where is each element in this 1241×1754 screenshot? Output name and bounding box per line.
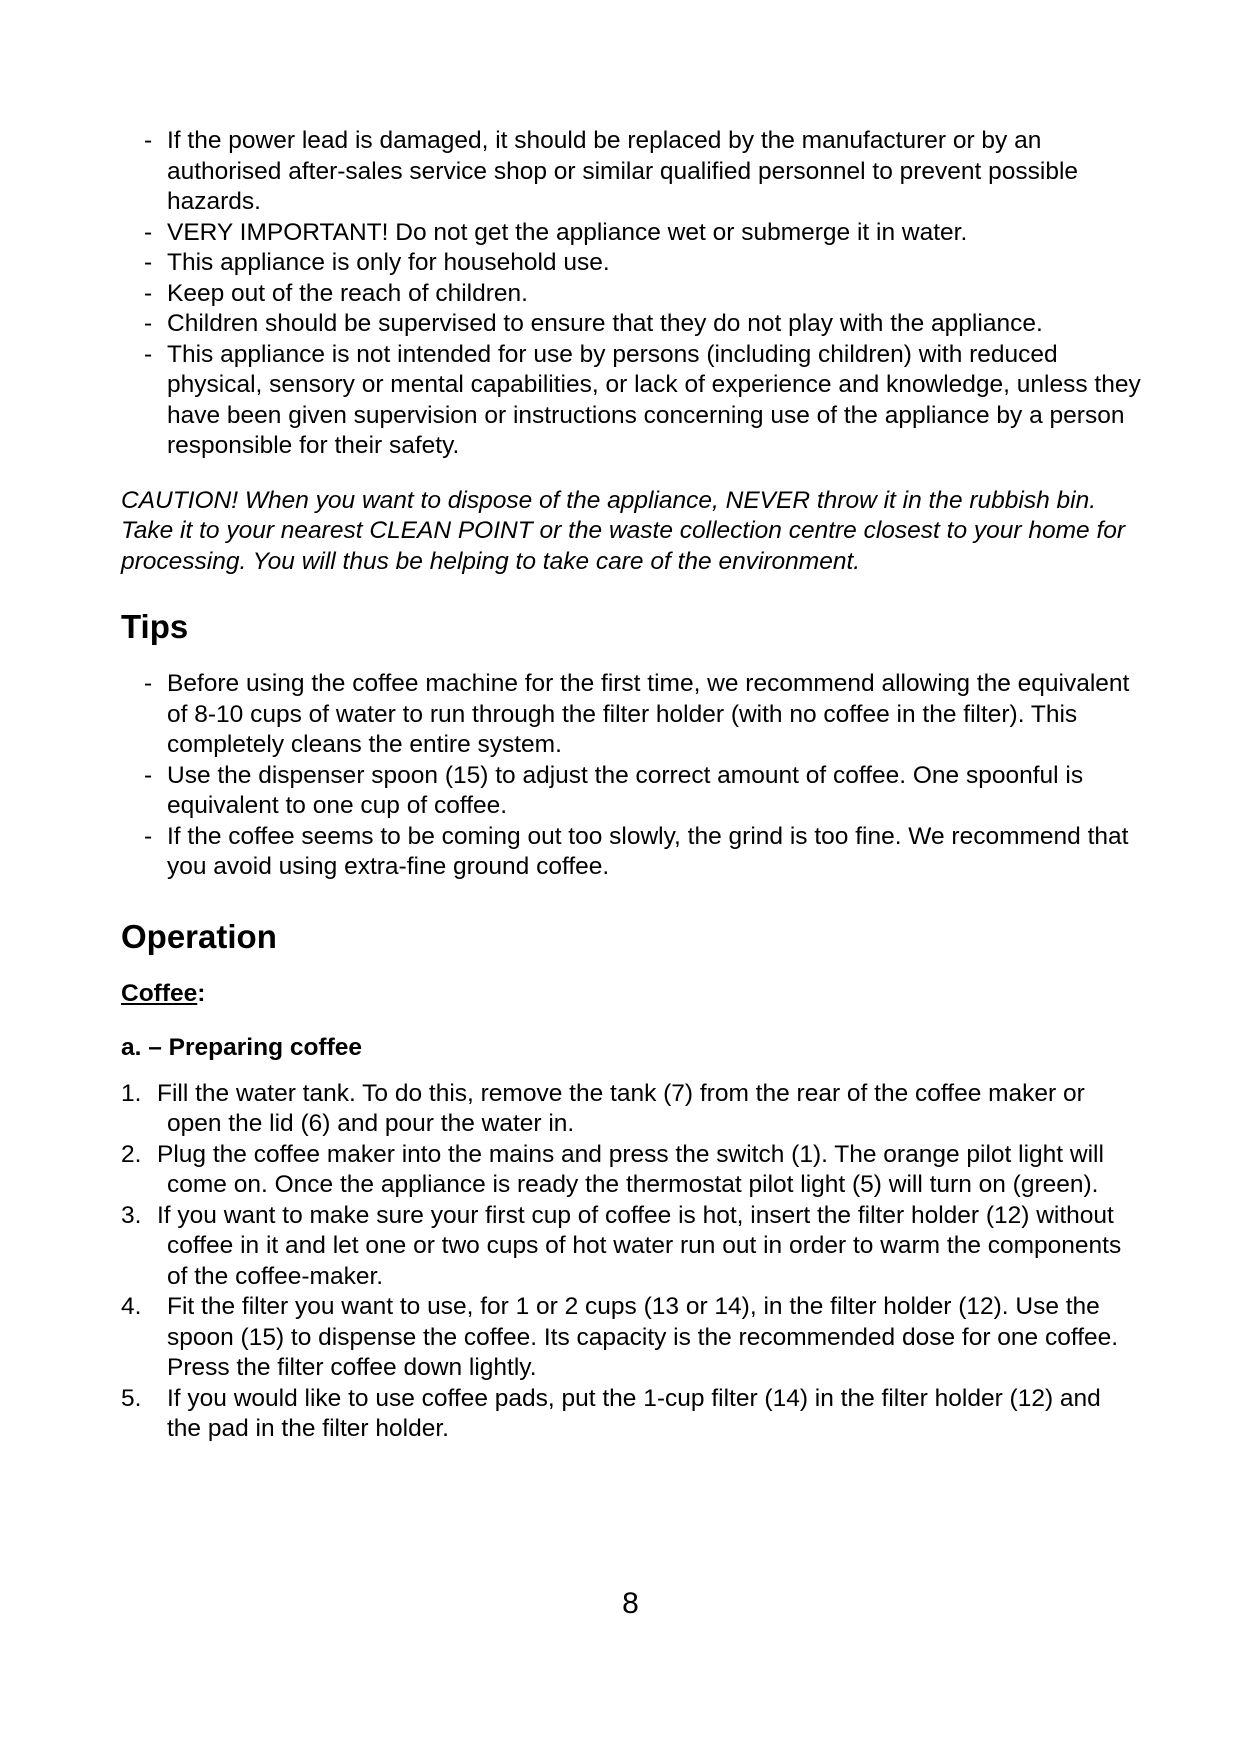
- steps-list: [121, 1079, 1141, 1445]
- coffee-subheading-colon: :: [197, 979, 206, 1007]
- step-text: Fit the filter you want to use, for 1 or 2 cups (13 or 14), in the filter holder (12). Use the spoon (15) to dispense the coffee. Its capacity is the recommended dose for one coffee. Press the filter coffee down lightly.: [167, 1293, 1119, 1381]
- step-item: [121, 1384, 1141, 1445]
- list-item: [121, 126, 1141, 218]
- step-text: Plug the coffee maker into the mains and press the switch (1). The orange pilot light will come on. Once the appliance is ready the thermostat pilot light (5) will turn on (green).: [157, 1140, 1104, 1198]
- list-item: [121, 669, 1141, 761]
- list-item: [121, 761, 1141, 822]
- step-number: 4.: [121, 1293, 142, 1320]
- list-item: [121, 279, 1141, 310]
- dash-marker: -: [144, 218, 153, 246]
- dash-marker: -: [144, 249, 153, 276]
- list-item: [121, 340, 1141, 462]
- list-item: [121, 822, 1141, 883]
- list-item-text: This appliance is not intended for use by persons (including children) with reduced physical, sensory or mental capabilities, or lack of experience and knowledge, unless they have been given supervision or instructions concerning use of the appliance by a person responsible for their safety.: [167, 340, 1141, 459]
- disposal-caution: CAUTION! When you want to dispose of the appliance, NEVER throw it in the rubbish bin. Take it to your nearest CLEAN POINT or the waste collection centre closest to your home for processing. You will thus be helping to take care of the environment.: [121, 486, 1126, 575]
- step-number: 3.: [121, 1201, 142, 1229]
- step-item: [121, 1079, 1141, 1140]
- list-item-text: Use the dispenser spoon (15) to adjust the correct amount of coffee. One spoonful is equivalent to one cup of coffee.: [167, 761, 1084, 819]
- list-item-text: If the power lead is damaged, it should be replaced by the manufacturer or by an authorised after-sales service shop or similar qualified personnel to prevent possible hazards.: [167, 127, 1079, 215]
- dash-marker: -: [144, 279, 153, 307]
- dash-marker: -: [144, 670, 153, 697]
- safety-list: [121, 126, 1141, 462]
- dash-marker: -: [144, 822, 153, 850]
- step-number: 1.: [121, 1079, 142, 1107]
- preparing-coffee-title: a. – Preparing coffee: [121, 1034, 363, 1061]
- step-item: [121, 1292, 1141, 1384]
- list-item-text: VERY IMPORTANT! Do not get the appliance wet or submerge it in water.: [167, 218, 968, 246]
- list-item-text: Children should be supervised to ensure that they do not play with the appliance.: [167, 310, 1043, 337]
- step-text: Fill the water tank. To do this, remove the tank (7) from the rear of the coffee maker or open the lid (6) and pour the water in.: [157, 1079, 1085, 1137]
- operation-heading: Operation: [121, 917, 277, 955]
- list-item: [121, 309, 1141, 340]
- step-number: 5.: [121, 1384, 142, 1412]
- list-item: [121, 218, 1141, 249]
- list-item-text: Keep out of the reach of children.: [167, 279, 528, 307]
- list-item: [121, 248, 1141, 279]
- list-item-text: If the coffee seems to be coming out too slowly, the grind is too fine. We recommend that you avoid using extra-fine ground coffee.: [167, 822, 1129, 880]
- dash-marker: -: [144, 127, 153, 154]
- coffee-subheading-text: Coffee: [121, 979, 198, 1007]
- step-item: [121, 1201, 1141, 1293]
- list-item-text: Before using the coffee machine for the first time, we recommend allowing the equivalent of 8-10 cups of water to run through the filter holder (with no coffee in the filter). This completely cleans the entire system.: [167, 670, 1130, 758]
- list-item-text: This appliance is only for household use.: [167, 249, 610, 276]
- dash-marker: -: [144, 340, 153, 368]
- tips-heading: Tips: [121, 608, 189, 645]
- dash-marker: -: [144, 761, 153, 789]
- coffee-subheading: [121, 979, 1141, 1010]
- tips-list: [121, 669, 1141, 883]
- dash-marker: -: [144, 310, 153, 337]
- step-text: If you want to make sure your first cup of coffee is hot, insert the filter holder (12) without coffee in it and let one or two cups of hot water run out in order to warm the components of the coffee-maker.: [157, 1201, 1122, 1290]
- page-number: 8: [622, 1587, 639, 1620]
- step-text: If you would like to use coffee pads, put the 1-cup filter (14) in the filter holder (12) and the pad in the filter holder.: [167, 1384, 1101, 1442]
- step-number: 2.: [121, 1140, 142, 1168]
- step-item: [121, 1140, 1141, 1201]
- manual-page: [121, 126, 1141, 1445]
